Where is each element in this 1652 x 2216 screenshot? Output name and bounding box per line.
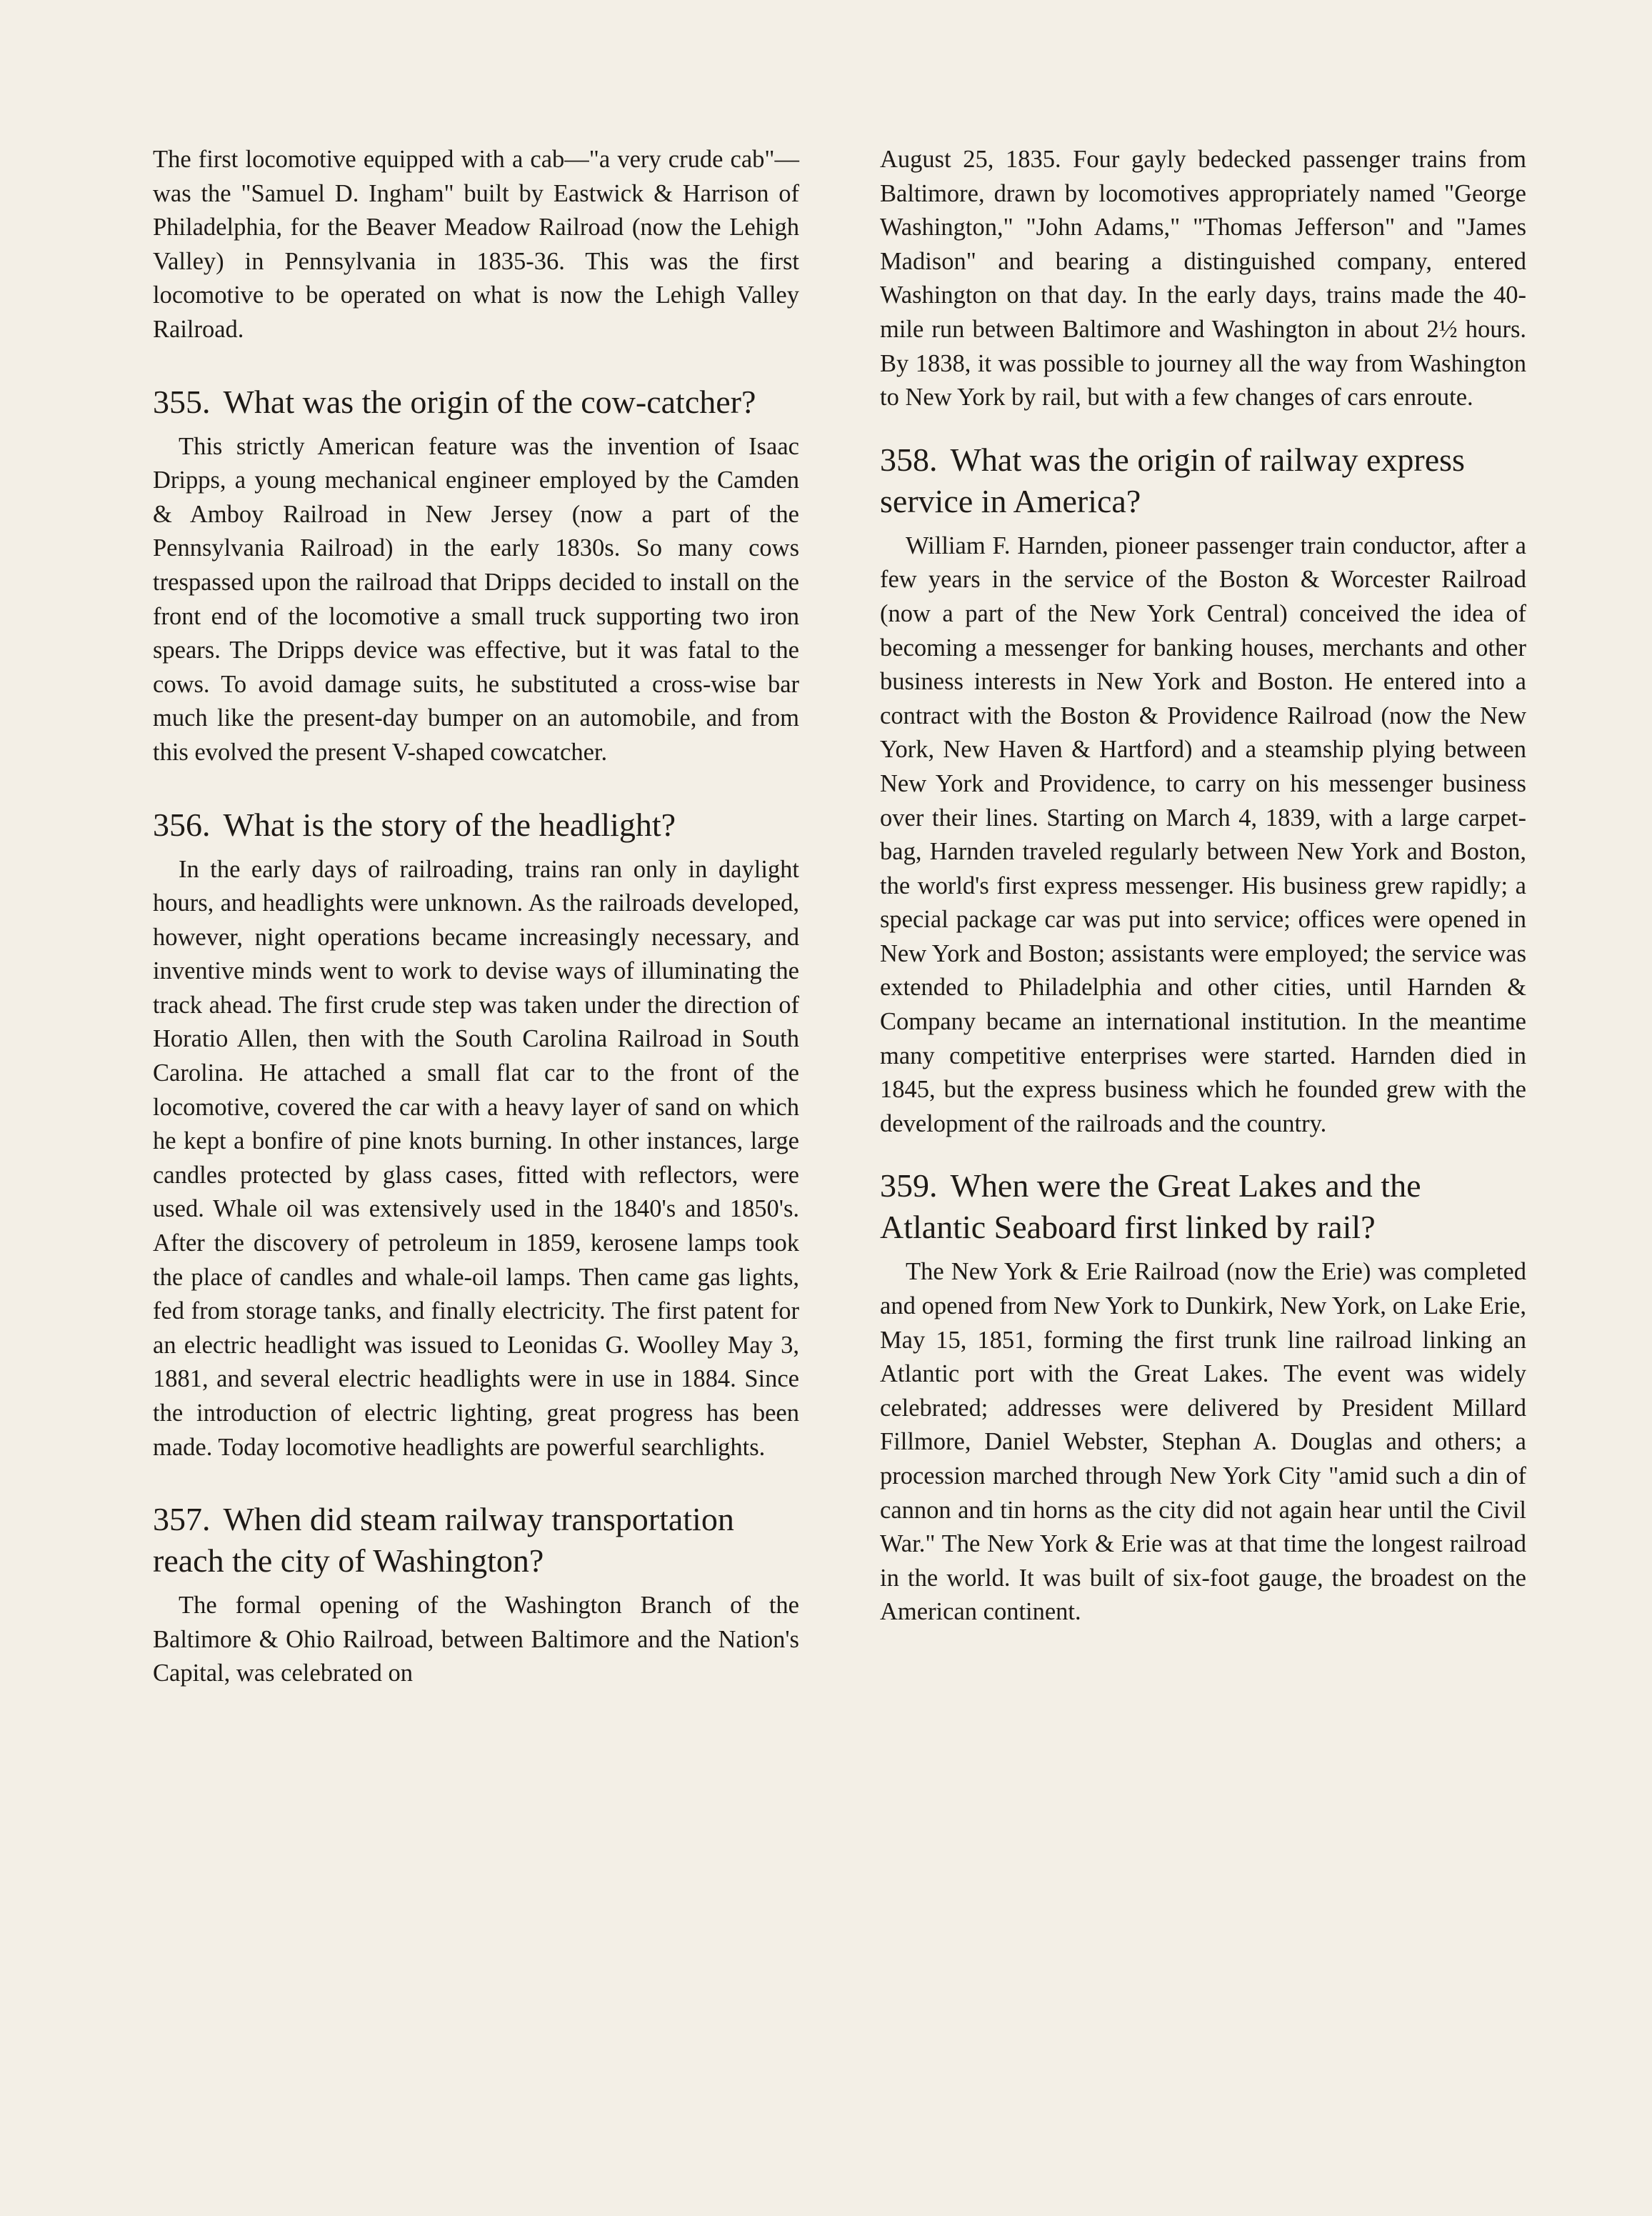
question-359-text: When were the Great Lakes and the Atlantic Seaboard first linked by rail? (880, 1167, 1421, 1246)
question-356-text: What is the story of the headlight? (223, 806, 676, 843)
question-357-text: When did steam railway transportation reach the city of Washington? (153, 1501, 734, 1579)
answer-359: The New York & Erie Railroad (now the Erie) was completed and opened from New York to Dunkirk, New York, on Lake Erie, May 15, 1851, forming the first trunk line railroad linking an Atlantic port with the Great Lakes. The event was widely celebrated; addresses were delivered by President Millard Fillmore, Daniel Webster, Stephan A. Douglas and others; a procession marched through New York City "amid such a din of cannon and tin horns as the city did not again hear until the Civil War." The New York & Erie was at that time the longest railroad in the world. It was built of six-foot gauge, the broadest on the American continent. (880, 1258, 1526, 1626)
question-355-heading (153, 381, 799, 423)
question-357-heading (153, 1499, 799, 1582)
question-357-number: 357. (153, 1501, 211, 1538)
answer-355: This strictly American feature was the invention of Isaac Dripps, a young mechanical engineer employed by the Camden & Amboy Railroad in New Jersey (now a part of the Pennsylvania Railroad) in the early 1830s. So many cows trespassed upon the railroad that Dripps decided to install on the front end of the locomotive a small truck supporting two iron spears. The Dripps device was effective, but it was fatal to the cows. To avoid damage suits, he substituted a cross-wise bar much like the present-day bumper on an automobile, and from this evolved the present V-shaped cowcatcher. (153, 432, 799, 766)
answer-356: In the early days of railroading, trains ran only in daylight hours, and headlights were unknown. As the railroads developed, however, night operations became increasingly necessary, and inventive minds went to work to devise ways of illuminating the track ahead. The first crude step was taken under the direction of Horatio Allen, then with the South Carolina Railroad in South Carolina. He attached a small flat car to the front of the locomotive, covered the car with a heavy layer of sand on which he kept a bonfire of pine knots burning. In other instances, large candles protected by glass cases, fitted with reflectors, were used. Whale oil was extensively used in the 1840's and 1850's. After the discovery of petroleum in 1859, kerosene lamps took the place of candles and whale-oil lamps. Then came gas lights, fed from storage tanks, and finally electricity. The first patent for an electric headlight was issued to Leonidas G. Woolley May 3, 1881, and several electric headlights were in use in 1884. Since the introduction of electric lighting, great progress has been made. Today locomotive headlights are powerful searchlights. (153, 855, 799, 1461)
question-358-text: What was the origin of railway express service in America? (880, 441, 1465, 519)
question-359-heading (880, 1165, 1526, 1248)
answer-357-part1: The formal opening of the Washington Branch of the Baltimore & Ohio Railroad, between Baltimore and the Nation's Capital, was celebrated on (153, 1592, 799, 1687)
intro-paragraph: The first locomotive equipped with a cab—"a very crude cab"—was the "Samuel D. Ingham" built by Eastwick & Harrison of Philadelphia, for the Beaver Meadow Railroad (now the Lehigh Valley) in Pennsylvania in 1835-36. This was the first locomotive to be operated on what is now the Lehigh Valley Railroad. (153, 146, 799, 343)
answer-358: William F. Harnden, pioneer passenger train conductor, after a few years in the service of the Boston & Worcester Railroad (now a part of the New York Central) conceived the idea of becoming a messenger for banking houses, merchants and other business interests in New York and Boston. He entered into a contract with the Boston & Providence Railroad (now the New York, New Haven & Hartford) and a steamship plying between New York and Providence, to carry on his messenger business over their lines. Starting on March 4, 1839, with a large carpet-bag, Harnden traveled regularly between New York and Boston, the world's first express messenger. His business grew rapidly; a special package car was put into service; offices were opened in New York and Boston; assistants were employed; the service was extended to Philadelphia and other cities, until Harnden & Company became an international institution. In the meantime many competitive enterprises were started. Harnden died in 1845, but the express business which he founded grew with the development of the railroads and the country. (880, 531, 1526, 1137)
question-355-text: What was the origin of the cow-catcher? (223, 383, 756, 420)
question-355-number: 355. (153, 383, 211, 420)
right-column (880, 143, 1526, 1629)
question-358-heading (880, 439, 1526, 522)
answer-357-continued: August 25, 1835. Four gayly bedecked passenger trains from Baltimore, drawn by locomotives appropriately named "George Washington," "John Adams," "Thomas Jefferson" and "James Madison" and bearing a distinguished company, entered Washington on that day. In the early days, trains made the 40-mile run between Baltimore and Washington in about 2½ hours. By 1838, it was possible to journey all the way from Washington to New York by rail, but with a few changes of cars enroute. (880, 146, 1526, 411)
question-356-heading (153, 804, 799, 846)
question-356-number: 356. (153, 806, 211, 843)
left-column (153, 143, 799, 1691)
question-358-number: 358. (880, 441, 938, 478)
question-359-number: 359. (880, 1167, 938, 1204)
